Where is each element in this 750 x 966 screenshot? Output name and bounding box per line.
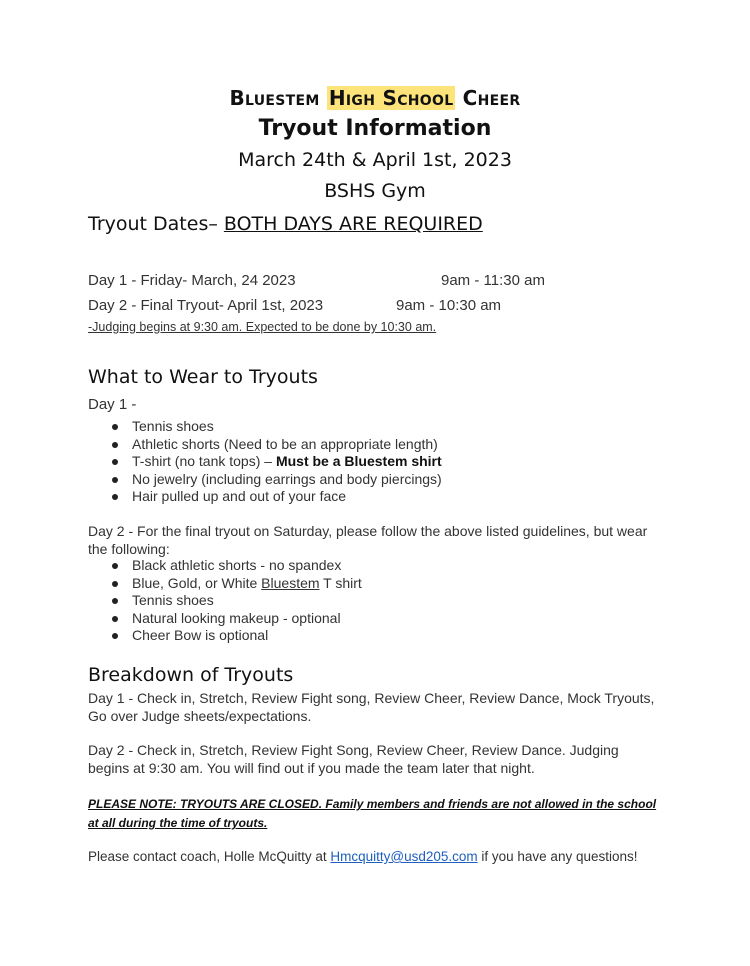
required-notice: BOTH DAYS ARE REQUIRED xyxy=(223,213,483,235)
day1-wear-list xyxy=(108,418,442,506)
tryout-dates-heading xyxy=(88,213,483,235)
closed-tryouts-notice: PLEASE NOTE: TRYOUTS ARE CLOSED. Family members and friends are not allowed in the school at all during the time of tryouts. xyxy=(88,797,657,830)
breakdown-day1: Day 1 - Check in, Stretch, Review Fight song, Review Cheer, Review Dance, Mock Tryouts, Go over Judge sheets/expectations. xyxy=(88,690,655,724)
list-item: Athletic shorts (Need to be an appropriate length) xyxy=(108,436,442,454)
list-item-tail: T shirt xyxy=(319,574,362,591)
day1-date: Day 1 - Friday- March, 24 2023 xyxy=(88,272,296,289)
list-item-text: T-shirt (no tank tops) – xyxy=(132,453,276,469)
day2-time: 9am - 10:30 am xyxy=(396,297,502,314)
tryout-dates-subtitle: March 24th & April 1st, 2023 xyxy=(238,149,512,171)
list-item xyxy=(108,575,362,593)
list-item-text: Blue, Gold, or White xyxy=(132,574,262,591)
day2-wear-list xyxy=(108,557,362,645)
tryout-dates-heading-text: Tryout Dates– xyxy=(88,213,224,235)
contact-prefix: Please contact coach, Holle McQuitty at xyxy=(88,849,331,864)
bluestem-underlined: Bluestem xyxy=(261,574,320,591)
what-to-wear-heading: What to Wear to Tryouts xyxy=(88,366,318,388)
title-part-3: Cheer xyxy=(455,86,521,110)
list-item: No jewelry (including earrings and body piercings) xyxy=(108,471,442,489)
location-subtitle: BSHS Gym xyxy=(324,180,426,202)
contact-suffix: if you have any questions! xyxy=(477,849,638,864)
judging-note: -Judging begins at 9:30 am. Expected to be done by 10:30 am. xyxy=(88,320,437,334)
wear-day2-text: Day 2 - For the final tryout on Saturday, please follow the above listed guidelines, but wear the following: xyxy=(88,523,648,557)
list-item: Cheer Bow is optional xyxy=(108,627,362,645)
bluestem-shirt-requirement: Must be a Bluestem shirt xyxy=(275,453,442,469)
list-item: Hair pulled up and out of your face xyxy=(108,488,442,506)
list-item: Natural looking makeup - optional xyxy=(108,610,362,628)
title-part-1: Bluestem xyxy=(229,86,327,110)
title-highlight: High School xyxy=(328,86,454,110)
contact-line xyxy=(88,849,638,864)
day1-time: 9am - 11:30 am xyxy=(441,272,545,289)
list-item: Black athletic shorts - no spandex xyxy=(108,557,362,575)
school-title xyxy=(0,86,750,110)
coach-email-link[interactable]: Hmcquitty@usd205.com xyxy=(330,849,478,864)
day2-date: Day 2 - Final Tryout- April 1st, 2023 xyxy=(88,297,324,314)
list-item: Tennis shoes xyxy=(108,592,362,610)
tryout-info-title: Tryout Information xyxy=(258,116,492,141)
wear-day1-label: Day 1 - xyxy=(88,396,137,413)
breakdown-heading: Breakdown of Tryouts xyxy=(88,664,294,686)
breakdown-day2: Day 2 - Check in, Stretch, Review Fight Song, Review Cheer, Review Dance. Judging begins at 9:30 am. You will find out if you made the team later that night. xyxy=(88,742,619,776)
list-item: Tennis shoes xyxy=(108,418,442,436)
list-item xyxy=(108,453,442,471)
